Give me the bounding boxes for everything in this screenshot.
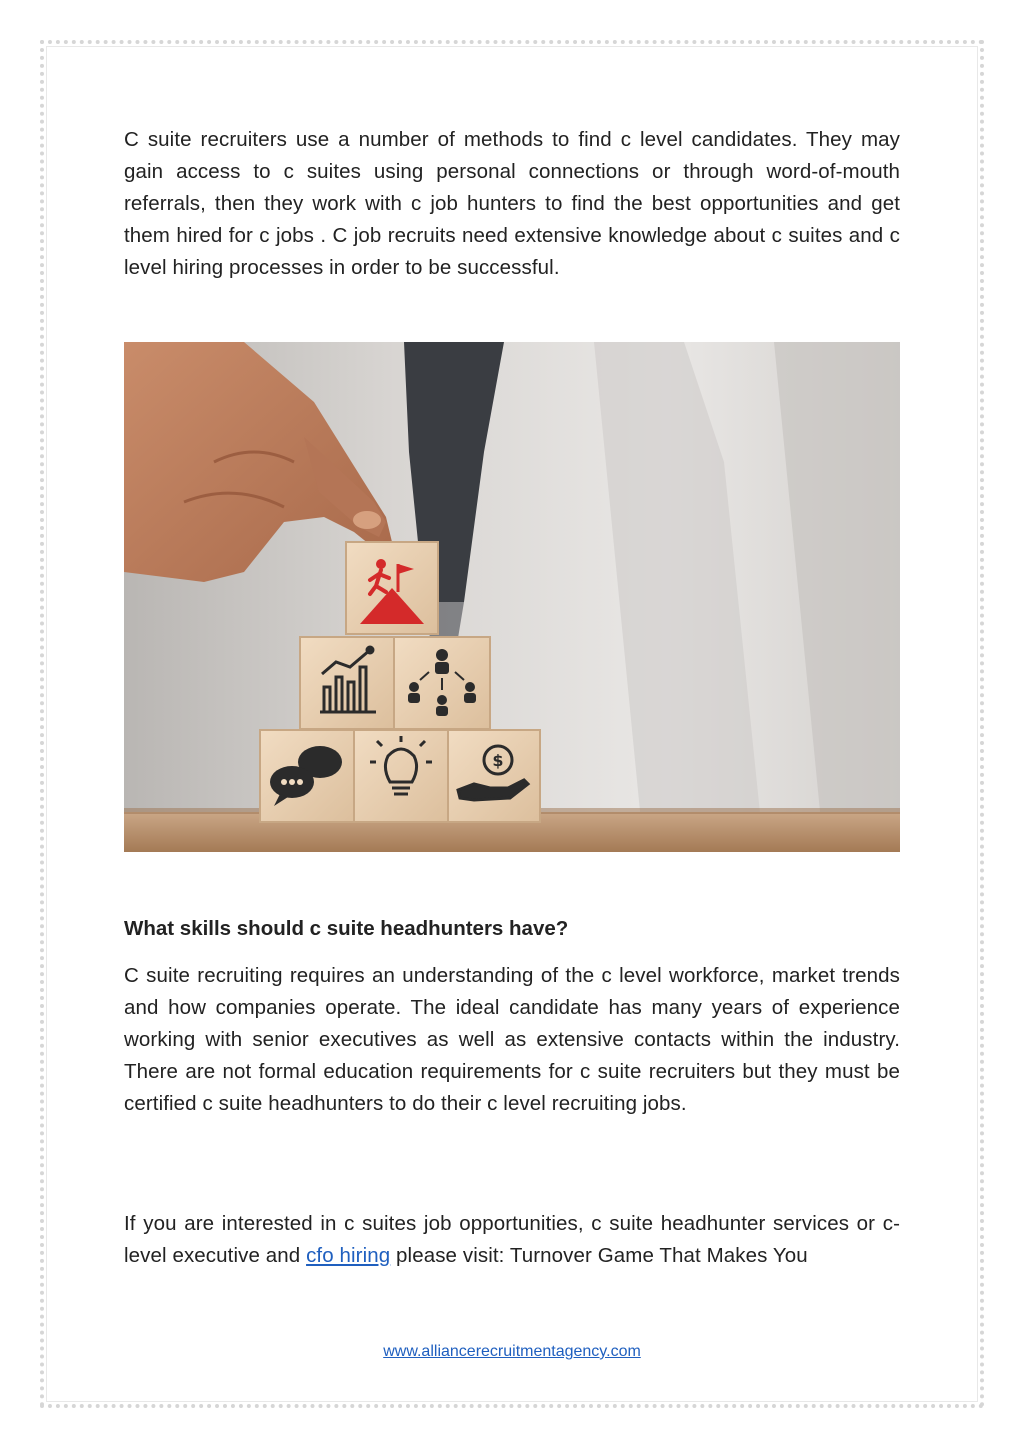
cta-paragraph xyxy=(124,1208,900,1272)
top-block xyxy=(346,542,438,634)
cfo-hiring-link[interactable]: cfo hiring xyxy=(306,1244,391,1267)
skills-text: C suite recruiting requires an understanding of the c level workforce, market trends and how companies operate. The ideal candidate has many years of experience working with senior executives as well as extensive contacts within the industry. There are not formal education requirements for c suite recruiters but they must be certified c suite headhunters to do their c level recruiting jobs. xyxy=(124,964,900,1115)
wooden-blocks-photo xyxy=(124,342,900,852)
section-heading xyxy=(124,914,900,944)
footer xyxy=(0,1343,1024,1361)
section-heading-text: What skills should c suite headhunters have? xyxy=(124,917,569,940)
skills-paragraph xyxy=(124,960,900,1120)
intro-text: C suite recruiters use a number of methods to find c level candidates. They may gain access to c suites using personal connections or through word-of-mouth referrals, then they work with c job hunters to find the best opportunities and get them hired for c jobs . C job recruits need extensive knowledge about c suites and c level hiring processes in order to be successful. xyxy=(124,128,900,279)
cta-text xyxy=(124,1208,900,1272)
intro-paragraph xyxy=(124,124,900,284)
photo-illustration xyxy=(124,342,900,852)
svg-text:$: $ xyxy=(492,751,504,770)
footer-website-link[interactable]: www.alliancerecruitmentagency.com xyxy=(383,1343,641,1360)
cta-text-before: If you are interested in c suites job opportunities, c suite headhunter services or c-level executive and xyxy=(124,1212,900,1267)
cta-text-after: please visit: Turnover Game That Makes You xyxy=(390,1244,808,1267)
